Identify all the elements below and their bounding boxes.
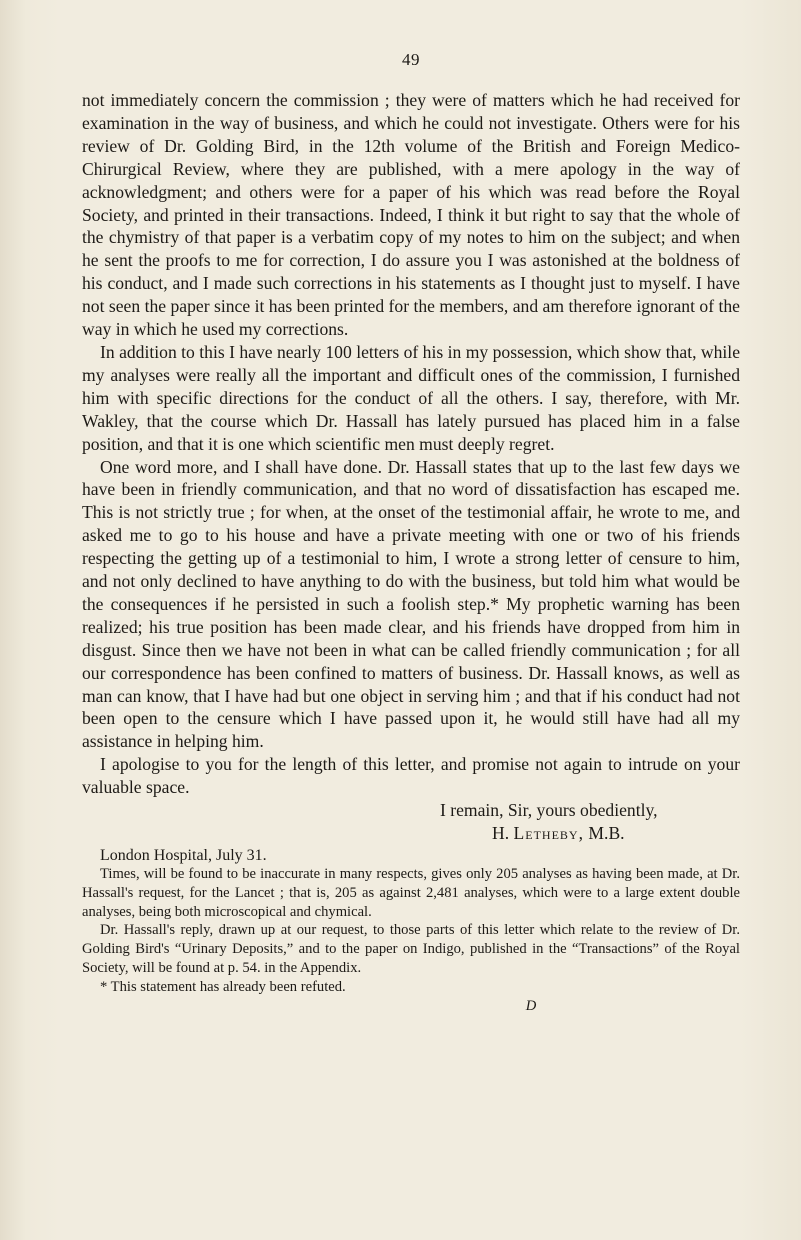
signature-mark: D — [525, 997, 537, 1014]
signature-initial: H. — [492, 823, 510, 843]
letter-body — [82, 89, 740, 868]
paragraph-4: I apologise to you for the length of this letter, and promise not again to intrude on your valuable space. — [82, 754, 740, 798]
closing-line: I remain, Sir, yours obediently, — [440, 800, 658, 821]
page-number: 49 — [402, 50, 420, 69]
signature-degree: M.B. — [588, 823, 625, 843]
dateline: London Hospital, July 31. — [100, 846, 267, 864]
signature-name: Letheby, — [513, 823, 584, 843]
paragraph-1: not immediately concern the commission ; they were of matters which he had received for examination in the way of business, and which he could not investigate. Others were for his review of Dr. Golding Bird, in the 12th volume of the British and Foreign Medico-Chirurgical Review, where they are published, with a mere apology in the way of acknowledgment; and others were for a paper of his which was read before the Royal Society, and printed in their transactions. Indeed, I think it but right to say that the whole of the chymistry of that paper is a verbatim copy of my notes to him on the subject; and when he sent the proofs to me for correction, I do assure you I was astonished at the boldness of his conduct, and I made such corrections in his statements as I thought just to myself. I have not seen the paper since it has been printed for the members, and am therefore ignorant of the way in which he used my corrections. — [82, 90, 740, 340]
footnote-1: Times, will be found to be inaccurate in many respects, gives only 205 analyses as having been made, at Dr. Hassall's request, for the Lancet ; that is, 205 as against 2,481 analyses, which were to a large extent double analyses, being both microscopical and chymical. — [82, 866, 740, 920]
paragraph-3: One word more, and I shall have done. Dr. Hassall states that up to the last few days we have been in friendly communication, and that no word of dissatisfaction has escaped me. This is not strictly true ; for when, at the onset of the testimonial affair, he wrote to me, and asked me to go to his house and have a private meeting with one or two of his friends respecting the getting up of a testimonial to him, I wrote a strong letter of censure to him, and not only declined to have anything to do with the business, but told him what would be the consequences if he persisted in such a foolish step.* My prophetic warning has been realized; his true position has been made clear, and his friends have dropped from him in disgust. Since then we have not been in what can be called friendly communication ; for all our correspondence has been confined to matters of business. Dr. Hassall knows, as well as man can know, that I have had but one object in serving him ; and that if his conduct had not been open to the censure which I have passed upon it, he would still have had all my assistance in helping him. — [82, 456, 740, 752]
footnote-3: * This statement has already been refuted. — [100, 978, 346, 995]
paragraph-2: In addition to this I have nearly 100 letters of his in my possession, which show that, while my analyses were really all the important and difficult ones of the commission, I furnished him with specific directions for the conduct of all the others. I say, therefore, with Mr. Wakley, that the course which Dr. Hassall has lately pursued has placed him in a false position, and that it is one which scientific men must deeply regret. — [82, 341, 740, 454]
signature — [82, 822, 740, 845]
footnotes — [82, 865, 740, 1015]
footnote-2: Dr. Hassall's reply, drawn up at our request, to those parts of this letter which relate to the review of Dr. Golding Bird's “Urinary Deposits,” and to the paper on Indigo, published in the “Transactions” of the Royal Society, will be found at p. 54. in the Appendix. — [82, 922, 740, 976]
